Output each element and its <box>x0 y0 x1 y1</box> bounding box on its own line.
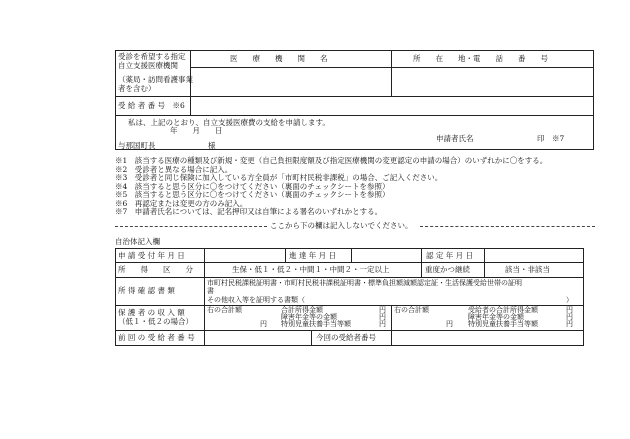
left-total-label: 右の合計額 <box>207 306 242 314</box>
institution-label-1: 受診を希望する指定 <box>118 52 186 61</box>
local-row-line <box>115 277 584 278</box>
institution-sub-1: （薬局・訪問看護事業 <box>118 75 193 84</box>
yen-unit: 円 <box>566 313 573 321</box>
institution-name-field <box>191 68 390 95</box>
note-item: ※5 該当すると思う区分に〇をつけてください（裏面のチェックシートを参照） <box>115 190 390 199</box>
yen-unit: 円 <box>566 320 573 328</box>
yen-unit: 円 <box>260 320 267 328</box>
severe-continuous-options: 該当・非該当 <box>505 265 550 274</box>
note-item: ※2 受診者と異なる場合に記入。 <box>115 164 233 174</box>
address-phone-field <box>392 68 593 95</box>
local-col-line <box>421 248 422 262</box>
local-col-line <box>391 330 392 346</box>
right-allowance-label: 特別児童扶養手当等額 <box>468 320 538 328</box>
local-col-line <box>204 277 205 330</box>
cut-line-right <box>420 226 595 227</box>
income-category-label: 所 得 区 分 <box>118 265 193 274</box>
severe-continuous-label: 重度かつ継続 <box>425 265 470 274</box>
yen-unit: 円 <box>379 313 386 321</box>
local-row-line <box>115 330 584 331</box>
local-col-line <box>421 262 422 277</box>
local-col-line <box>204 330 205 346</box>
progress-date-label: 進 達 年 月 日 <box>289 251 337 260</box>
yen-unit: 円 <box>379 306 386 314</box>
certified-date-label: 認 定 年 月 日 <box>426 251 474 260</box>
application-statement: 私は、上記のとおり、自立支援医療費の支給を申請します。 <box>128 118 330 127</box>
applicant-name-label: 申請者氏名 <box>436 134 474 143</box>
left-income-label: 合計所得金額 <box>281 306 323 314</box>
application-date: 年 月 日 <box>170 126 223 135</box>
note-item: ※3 受診者と同じ保険に加入している方全員が「市町村民税非課税」の場合、ご記入ください。 <box>115 173 443 182</box>
local-row-line <box>115 262 584 263</box>
mayor-honorific: 様 <box>208 141 216 150</box>
income-document-line1: 市町村民税課税証明書・市町村民税非課税証明書・標準負担額減額認定証・生活保護受給世帯の証明 <box>207 279 522 287</box>
received-date-label: 申 請 受 付 年 月 日 <box>118 251 185 260</box>
guardian-income-sub: （低１・低２の場合） <box>118 317 193 326</box>
local-col-line <box>285 248 286 262</box>
income-document-line2: その他収入等を証明する書類（ <box>207 296 305 304</box>
local-section-title: 自治体記入欄 <box>115 237 160 246</box>
local-col-line <box>484 248 485 262</box>
cut-line-left <box>115 226 267 227</box>
institution-sub-2: 者を含む） <box>118 84 156 93</box>
current-recipient-number-label: 今回の受給者番号 <box>316 333 376 342</box>
income-category-options: 生保・低１・低２・中間１・中間２・一定以上 <box>232 265 390 274</box>
note-item: ※1 該当する医療の種類及び新規・変更（自己負担限度額及び指定医療機関の変更認定の申請の場合）のいずれかに〇をする。 <box>115 156 548 165</box>
right-income-label: 受給者の合計所得金額 <box>468 306 538 314</box>
mayor-label: 与那国町長 <box>118 141 156 150</box>
seal-label: 印 ※7 <box>537 134 565 143</box>
left-pension-label: 障害年金等の金額 <box>281 313 337 321</box>
note-item: ※6 再認定または変更の方のみ記入。 <box>115 198 248 208</box>
institution-label-2: 自立支援医療機関 <box>118 61 178 70</box>
previous-recipient-number-label: 前 回 の 受 給 者 番 号 <box>118 333 195 342</box>
divider-text: ここから下の欄は記入しないでください。 <box>270 221 413 230</box>
note-item: ※4 該当すると思う区分に〇をつけてください（裏面のチェックシートを参照） <box>115 181 390 191</box>
local-col-line <box>204 248 205 262</box>
yen-unit: 円 <box>379 320 386 328</box>
recipient-number-label: 受 給 者 番 号 ※6 <box>118 101 185 110</box>
local-col-line <box>484 262 485 277</box>
table-divider <box>115 115 594 116</box>
right-total-label: 右の合計額 <box>394 306 429 314</box>
local-col-line <box>351 248 352 262</box>
recipient-number-field <box>191 97 593 114</box>
income-document-label: 所 得 確 認 書 類 <box>118 286 175 295</box>
income-document-line2-end: ） <box>566 296 573 304</box>
yen-unit: 円 <box>446 320 453 328</box>
left-allowance-label: 特別児童扶養手当等額 <box>281 320 351 328</box>
income-document-line1b: 書 <box>207 287 214 295</box>
local-col-line <box>204 262 205 277</box>
column-institution-name: 医 療 機 関 名 <box>230 54 328 63</box>
local-col-line <box>311 330 312 346</box>
guardian-income-label: 保 護 者 の 収 入 額 <box>118 308 185 317</box>
note-item: ※7 申請者氏名については、記名押印又は自筆による署名のいずれかとする。 <box>115 207 383 216</box>
column-address-phone: 所 在 地・電 話 番 号 <box>413 54 548 63</box>
right-pension-label: 障害年金等の金額 <box>468 313 524 321</box>
yen-unit: 円 <box>566 306 573 314</box>
local-col-line <box>391 305 392 330</box>
